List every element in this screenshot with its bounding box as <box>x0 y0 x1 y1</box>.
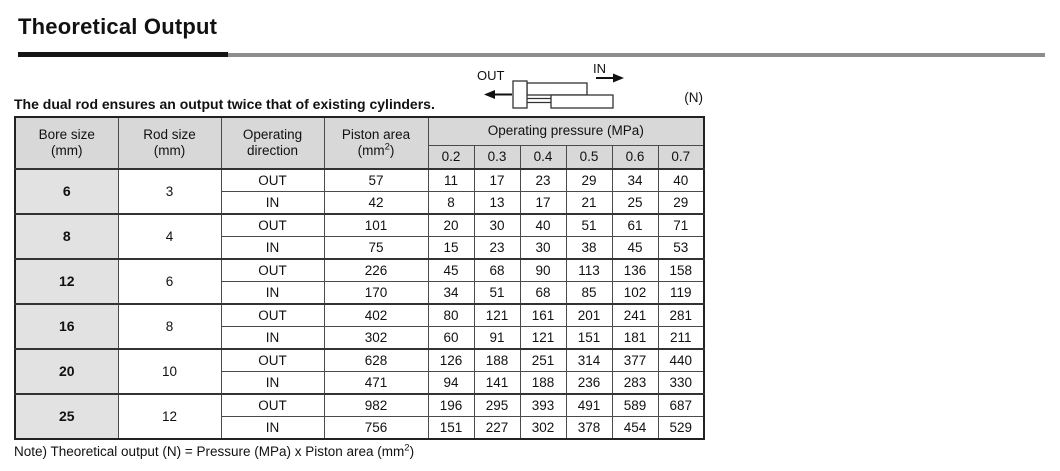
dual-rod-cylinder-diagram <box>468 62 628 114</box>
piston-area-cell: 101 <box>324 214 428 237</box>
output-value-cell: 21 <box>566 192 612 215</box>
direction-cell: OUT <box>221 304 324 327</box>
output-value-cell: 40 <box>520 214 566 237</box>
output-value-cell: 91 <box>474 327 520 350</box>
output-value-cell: 61 <box>612 214 658 237</box>
direction-cell: OUT <box>221 349 324 372</box>
output-value-cell: 102 <box>612 282 658 305</box>
col-header-rod-size: Rod size (mm) <box>118 117 221 169</box>
output-value-cell: 17 <box>520 192 566 215</box>
bore-size-cell: 20 <box>15 349 118 394</box>
output-value-cell: 302 <box>520 417 566 440</box>
table-row <box>15 259 704 282</box>
output-value-cell: 687 <box>658 394 704 417</box>
col-header-piston-area: Piston area $(mm^2)$ <box>324 117 428 169</box>
out-arrow-icon <box>484 90 512 99</box>
rod-size-cell: 4 <box>118 214 221 259</box>
output-value-cell: 161 <box>520 304 566 327</box>
output-value-cell: 529 <box>658 417 704 440</box>
header-row-top <box>15 117 704 145</box>
rod-size-cell: 6 <box>118 259 221 304</box>
output-value-cell: 151 <box>428 417 474 440</box>
direction-cell: IN <box>221 282 324 305</box>
piston-area-cell: 628 <box>324 349 428 372</box>
output-value-cell: 211 <box>658 327 704 350</box>
output-value-cell: 151 <box>566 327 612 350</box>
output-value-cell: 25 <box>612 192 658 215</box>
output-value-cell: 227 <box>474 417 520 440</box>
bore-size-cell: 12 <box>15 259 118 304</box>
direction-cell: IN <box>221 192 324 215</box>
piston-area-cell: 75 <box>324 237 428 260</box>
output-value-cell: 589 <box>612 394 658 417</box>
cylinder-body <box>527 83 587 95</box>
col-header-operating-pressure: Operating pressure (MPa) <box>428 117 704 145</box>
piston-area-cell: 170 <box>324 282 428 305</box>
output-value-cell: 15 <box>428 237 474 260</box>
output-value-cell: 201 <box>566 304 612 327</box>
output-value-cell: 181 <box>612 327 658 350</box>
output-value-cell: 330 <box>658 372 704 395</box>
output-value-cell: 378 <box>566 417 612 440</box>
output-value-cell: 251 <box>520 349 566 372</box>
col-header-bore-size: Bore size (mm) <box>15 117 118 169</box>
table-row <box>15 349 704 372</box>
output-value-cell: 60 <box>428 327 474 350</box>
intro-note: The dual rod ensures an output twice that of existing cylinders. <box>14 96 435 112</box>
output-value-cell: 393 <box>520 394 566 417</box>
pressure-header-0.5: 0.5 <box>566 145 612 169</box>
output-value-cell: 121 <box>474 304 520 327</box>
output-value-cell: 20 <box>428 214 474 237</box>
title-underline <box>18 52 1045 57</box>
table-row <box>15 214 704 237</box>
direction-cell: OUT <box>221 259 324 282</box>
footnote: Note) Theoretical output (N) = Pressure (MPa) x Piston area $(mm^2)$ <box>14 442 415 459</box>
output-value-cell: 38 <box>566 237 612 260</box>
output-value-cell: 141 <box>474 372 520 395</box>
output-value-cell: 119 <box>658 282 704 305</box>
pressure-header-0.7: 0.7 <box>658 145 704 169</box>
output-value-cell: 454 <box>612 417 658 440</box>
direction-cell: OUT <box>221 394 324 417</box>
output-value-cell: 281 <box>658 304 704 327</box>
output-value-cell: 158 <box>658 259 704 282</box>
output-value-cell: 295 <box>474 394 520 417</box>
output-value-cell: 11 <box>428 169 474 192</box>
table-row <box>15 304 704 327</box>
direction-cell: OUT <box>221 169 324 192</box>
direction-cell: IN <box>221 417 324 440</box>
col-header-operating-direction: Operating direction <box>221 117 324 169</box>
pressure-header-0.2: 0.2 <box>428 145 474 169</box>
diagram-out-label: OUT <box>477 68 505 83</box>
output-value-cell: 13 <box>474 192 520 215</box>
pressure-header-0.3: 0.3 <box>474 145 520 169</box>
output-value-cell: 314 <box>566 349 612 372</box>
output-value-cell: 34 <box>612 169 658 192</box>
output-value-cell: 23 <box>520 169 566 192</box>
output-value-cell: 51 <box>566 214 612 237</box>
output-value-cell: 30 <box>520 237 566 260</box>
output-value-cell: 71 <box>658 214 704 237</box>
output-value-cell: 440 <box>658 349 704 372</box>
output-value-cell: 23 <box>474 237 520 260</box>
output-value-cell: 68 <box>474 259 520 282</box>
piston-area-cell: 471 <box>324 372 428 395</box>
output-value-cell: 8 <box>428 192 474 215</box>
piston-area-cell: 756 <box>324 417 428 440</box>
output-value-cell: 121 <box>520 327 566 350</box>
output-value-cell: 94 <box>428 372 474 395</box>
pressure-header-0.4: 0.4 <box>520 145 566 169</box>
output-value-cell: 40 <box>658 169 704 192</box>
rod-size-cell: 8 <box>118 304 221 349</box>
output-value-cell: 80 <box>428 304 474 327</box>
piston-area-cell: 302 <box>324 327 428 350</box>
unit-label: (N) <box>684 90 703 105</box>
direction-cell: OUT <box>221 214 324 237</box>
diagram-in-label: IN <box>593 62 606 76</box>
output-value-cell: 68 <box>520 282 566 305</box>
output-value-cell: 29 <box>566 169 612 192</box>
title-underline-black-segment <box>18 52 228 57</box>
table-body <box>15 169 704 439</box>
output-value-cell: 491 <box>566 394 612 417</box>
rod-size-cell: 12 <box>118 394 221 439</box>
piston-area-cell: 402 <box>324 304 428 327</box>
output-value-cell: 34 <box>428 282 474 305</box>
title-underline-gray-segment <box>228 53 1045 57</box>
output-value-cell: 85 <box>566 282 612 305</box>
output-value-cell: 188 <box>474 349 520 372</box>
bore-size-cell: 16 <box>15 304 118 349</box>
rod-size-cell: 3 <box>118 169 221 214</box>
output-value-cell: 45 <box>428 259 474 282</box>
output-value-cell: 241 <box>612 304 658 327</box>
output-value-cell: 196 <box>428 394 474 417</box>
output-value-cell: 126 <box>428 349 474 372</box>
piston-area-cell: 226 <box>324 259 428 282</box>
output-value-cell: 45 <box>612 237 658 260</box>
bore-size-cell: 6 <box>15 169 118 214</box>
front-plate <box>513 81 527 108</box>
output-value-cell: 30 <box>474 214 520 237</box>
page-title: Theoretical Output <box>18 14 218 39</box>
rod-size-cell: 10 <box>118 349 221 394</box>
output-value-cell: 17 <box>474 169 520 192</box>
table-row <box>15 169 704 192</box>
bore-size-cell: 25 <box>15 394 118 439</box>
output-value-cell: 29 <box>658 192 704 215</box>
bore-size-cell: 8 <box>15 214 118 259</box>
output-value-cell: 53 <box>658 237 704 260</box>
output-value-cell: 283 <box>612 372 658 395</box>
output-value-cell: 236 <box>566 372 612 395</box>
direction-cell: IN <box>221 237 324 260</box>
piston-area-cell: 42 <box>324 192 428 215</box>
output-value-cell: 113 <box>566 259 612 282</box>
table-row <box>15 394 704 417</box>
output-value-cell: 136 <box>612 259 658 282</box>
output-value-cell: 90 <box>520 259 566 282</box>
direction-cell: IN <box>221 372 324 395</box>
output-value-cell: 188 <box>520 372 566 395</box>
direction-cell: IN <box>221 327 324 350</box>
piston-area-cell: 982 <box>324 394 428 417</box>
output-value-cell: 377 <box>612 349 658 372</box>
pressure-header-0.6: 0.6 <box>612 145 658 169</box>
theoretical-output-table <box>14 116 705 440</box>
piston-area-cell: 57 <box>324 169 428 192</box>
output-value-cell: 51 <box>474 282 520 305</box>
